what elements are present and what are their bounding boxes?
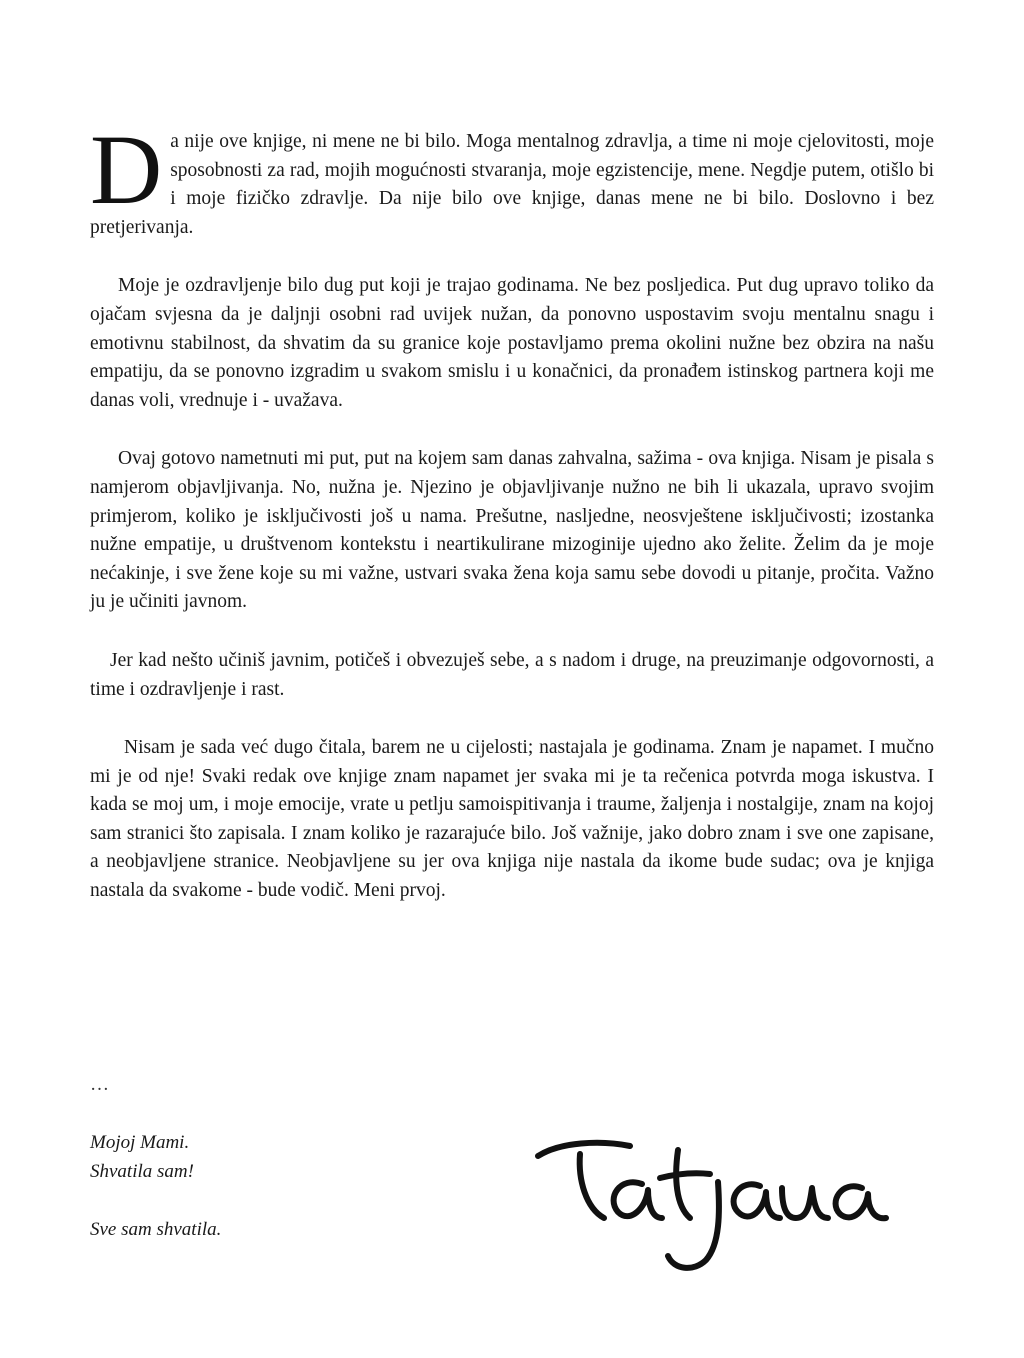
ellipsis-separator: …: [90, 1074, 109, 1095]
drop-cap: D: [90, 114, 163, 225]
paragraph-2: Moje je ozdravljenje bilo dug put koji je trajao godinama. Ne bez posljedica. Put dug upravo toliko da ojačam svjesna da je daljnji osobni rad uvijek nužan, da ponovno uspostavim svoju mentalnu snagu i emotivnu stabilnost, da shvatim da su granice koje postavljamo prema okolini nužne bez obzira na našu empatiju, da se ponovno izgradim u svakom smislu i u konačnici, da pronađem istinskog partnera koji me danas voli, vrednuje i - uvažava.: [90, 275, 934, 411]
paragraph-4: Jer kad nešto učiniš javnim, potičeš i obvezuješ sebe, a s nadom i druge, na preuzimanje odgovornosti, a time i ozdravljenje i rast.: [90, 649, 934, 700]
paragraph-1-text: a nije ove knjige, ni mene ne bi bilo. Moga mentalnog zdravlja, a time ni moje cjelovitosti, moje sposobnosti za rad, mojih mogućnosti stvaranja, moje egzistencije, mene. Negdje putem, otišlo bi i moje fizičko zdravlje. Da nije bilo ove knjige, danas mene ne bi bilo. Doslovno i bez pretjerivanja.: [90, 131, 934, 238]
dedication-line-1: Mojoj Mami.: [90, 1132, 190, 1153]
letter-body: [90, 114, 934, 906]
paragraph-3: Ovaj gotovo nametnuti mi put, put na kojem sam danas zahvalna, sažima - ova knjiga. Nisam je pisala s namjerom objavljivanja. No, nužna je. Njezino je objavljivanje nužno ne bih li ukazala, upravo svojim primjerom, koliko je isključivosti još u nama. Prešutne, nasljedne, neosvještene isključivosti; izostanka nužne empatije, u društvenom kontekstu i neartikulirane mizoginije ujedno ako želite. Želim da je moje nećakinje, i sve žene koje su mi važne, ustvari svaka žena koja samu sebe dovodi u pitanje, pročita. Važno ju je učiniti javnom.: [90, 448, 934, 613]
dedication: [90, 1128, 221, 1244]
handwritten-signature: [520, 1120, 900, 1280]
paragraph-1: [90, 114, 934, 242]
paragraph-5: Nisam je sada već dugo čitala, barem ne u cijelosti; nastajala je godinama. Znam je napamet. I mučno mi je od nje! Svaki redak ove knjige znam napamet jer svaka mi je ta rečenica potvrda moga iskustva. I kada se moj um, i moje emocije, vrate u petlju samoispitivanja i traume, žaljenja i nostalgije, znam na kojoj sam stranici što zapisala. I znam koliko je razarajuće bilo. Još važnije, jako dobro znam i sve one zapisane, a neobjavljene stranice. Neobjavljene su jer ova knjiga nije nastala da ikome bude sudac; ova je knjiga nastala da svakome - bude vodič. Meni prvoj.: [90, 737, 934, 902]
dedication-line-3: Sve sam shvatila.: [90, 1219, 222, 1240]
dedication-line-2: Shvatila sam!: [90, 1161, 194, 1182]
